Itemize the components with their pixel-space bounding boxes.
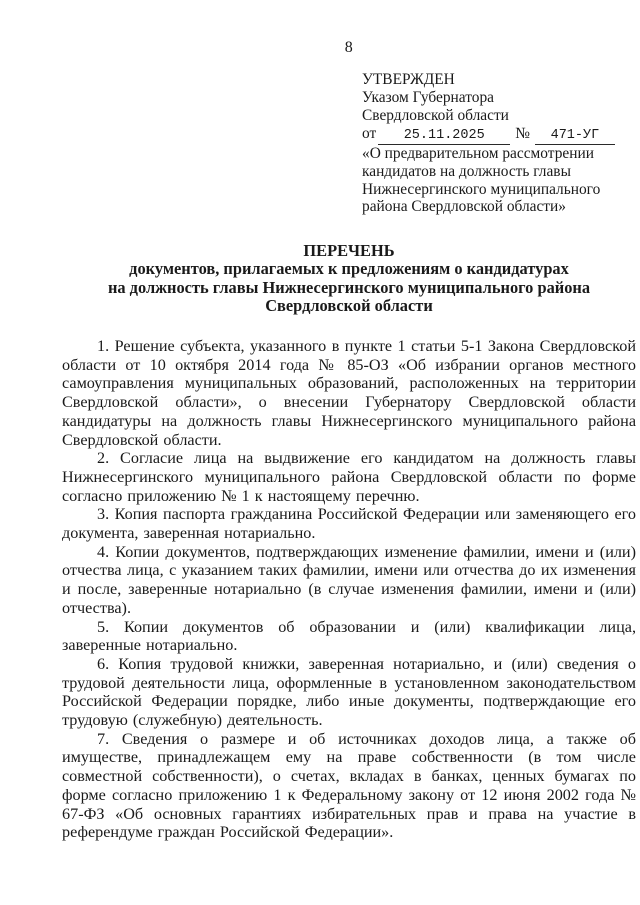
title-line: на должность главы Нижнесергинского муниципального района	[107, 277, 591, 297]
title-line: документов, прилагаемых к предложениям о кандидатурах	[129, 259, 569, 279]
body-paragraph: 6. Копия трудовой книжки, заверенная нотариально, и (или) сведения о трудовой деятельности лица, оформленные в установленном законодательством Российской Федерации порядке, либо иные документы, подтверждающие его трудовую (служебную) деятельность.	[62, 654, 636, 730]
approval-status: УТВЕРЖДЕН	[362, 71, 455, 88]
decree-date-label: от	[362, 124, 377, 142]
approval-block	[362, 71, 624, 216]
decree-date-field: 25.11.2025	[378, 128, 510, 145]
body-paragraph: 2. Согласие лица на выдвижение его кандидатом на должность главы Нижнесергинского муниципального района Свердловской области по форме согласно приложению № 1 к настоящему перечню.	[62, 449, 636, 505]
title-line: ПЕРЕЧЕНЬ	[303, 241, 395, 260]
decree-date-line	[362, 125, 624, 145]
decree-number-field: 471-УГ	[535, 128, 615, 145]
page-number: 8	[344, 39, 354, 56]
title-line: Свердловской области	[265, 295, 433, 315]
decree-subject-line: Нижнесергинского муниципального	[362, 180, 601, 198]
approval-issuer-line: Свердловской области	[362, 106, 509, 124]
document-body	[62, 337, 636, 842]
body-paragraph: 7. Сведения о размере и об источниках доходов лица, а также об имуществе, принадлежащем ему на праве собственности (в том числе совместной собственности), о счетах, вкладах в банках, ценных бумагах по форме согласно приложению 1 к Федеральному закону от 12 июня 2002 года № 67-ФЗ «Об основных гарантиях избирательных прав и права на участие в референдуме граждан Российской Федерации».	[62, 729, 636, 842]
document-title	[62, 242, 636, 315]
body-paragraph: 5. Копии документов об образовании и (или) квалификации лица, заверенные нотариально.	[62, 617, 636, 655]
decree-subject-line: «О предварительном рассмотрении	[362, 144, 594, 162]
body-paragraph: 4. Копии документов, подтверждающих изменение фамилии, имени и (или) отчества лица, с указанием таких фамилии, имени или отчества до их изменения и после, заверенные нотариально (в случае изменения фамилии, имени и (или) отчества).	[62, 542, 636, 617]
decree-subject-line: кандидатов на должность главы	[362, 162, 571, 180]
body-paragraph: 3. Копия паспорта гражданина Российской Федерации или заменяющего его документа, заверенная нотариально.	[62, 505, 636, 543]
decree-subject-line: района Свердловской области»	[362, 198, 566, 216]
approval-issuer-line: Указом Губернатора	[362, 88, 494, 106]
decree-number-label: №	[515, 124, 530, 142]
body-paragraph: 1. Решение субъекта, указанного в пункте 1 статьи 5-1 Закона Свердловской области от 10 октября 2014 года № 85-ОЗ «Об избрании органов местного самоуправления муниципальных образований, расположенных на территории Свердловской области», о внесении Губернатору Свердловской области кандидатуры на должность главы Нижнесергинского муниципального района Свердловской области.	[62, 337, 636, 449]
